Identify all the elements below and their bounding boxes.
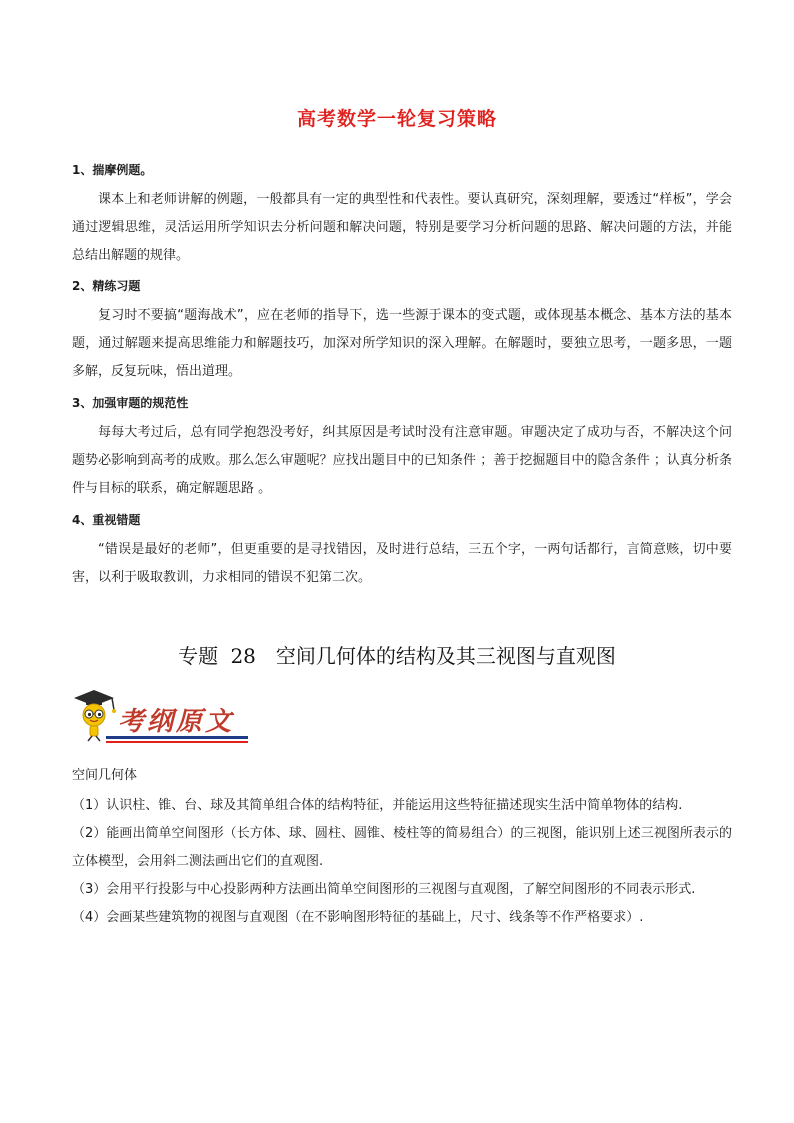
- banner-title: 考纲原文: [118, 707, 235, 737]
- syllabus-item: （1）认识柱、锥、台、球及其简单组合体的结构特征，并能运用这些特征描述现实生活中简单物体的结构.: [72, 798, 683, 813]
- syllabus-item: （2）能画出简单空间图形（长方体、球、圆柱、圆锥、棱柱等的简易组合）的三视图，能识别上述三视图所表示的立体模型，会用斜二测法画出它们的直观图.: [72, 826, 732, 869]
- syllabus-item: （3）会用平行投影与中心投影两种方法画出简单空间图形的三视图与直观图，了解空间图形的不同表示形式.: [72, 882, 696, 897]
- section-reading-questions: [72, 393, 732, 503]
- section-heading: 3、加强审题的规范性: [72, 396, 189, 410]
- graduation-mascot-icon: [66, 684, 252, 746]
- page-title: 高考数学一轮复习策略: [296, 108, 497, 130]
- section-study-examples: [72, 160, 732, 270]
- syllabus-heading: 空间几何体: [72, 768, 138, 783]
- section-body: 每每大考过后，总有同学抱怨没考好，纠其原因是考试时没有注意审题。审题决定了成功与否，不解决这个问题势必影响到高考的成败。那么怎么审题呢？应找出题目中的已知条件 ；善于挖掘题目中的隐含条件 ；认真分析条件与目标的联系，确定解题思路 。: [72, 425, 732, 496]
- syllabus-item: （4）会画某些建筑物的视图与直观图（在不影响图形特征的基础上，尺寸、线条等不作严格要求）.: [72, 910, 644, 925]
- syllabus-block: [72, 764, 732, 932]
- section-body: 课本上和老师讲解的例题，一般都具有一定的典型性和代表性。要认真研究，深刻理解，要透过“样板”，学会通过逻辑思维，灵活运用所学知识去分析问题和解决问题，特别是要学习分析问题的思路、解决问题的方法，并能总结出解题的规律。: [72, 192, 732, 263]
- topic-title: 专题 28 空间几何体的结构及其三视图与直观图: [178, 644, 616, 668]
- section-wrong-answers: [72, 510, 732, 592]
- section-body: “错误是最好的老师”，但更重要的是寻找错因，及时进行总结，三五个字，一两句话都行，言简意赅，切中要害，以利于吸取教训，力求相同的错误不犯第二次。: [72, 542, 732, 585]
- syllabus-banner: [66, 684, 252, 746]
- section-body: 复习时不要搞“题海战术”，应在老师的指导下，选一些源于课本的变式题，或体现基本概念、基本方法的基本题，通过解题来提高思维能力和解题技巧，加深对所学知识的深入理解。在解题时，要独立思考，一题多思，一题多解，反复玩味，悟出道理。: [72, 308, 732, 379]
- section-heading: 1、揣摩例题。: [72, 163, 153, 177]
- section-heading: 2、精练习题: [72, 279, 141, 293]
- section-heading: 4、重视错题: [72, 513, 141, 527]
- section-practice: [72, 276, 732, 386]
